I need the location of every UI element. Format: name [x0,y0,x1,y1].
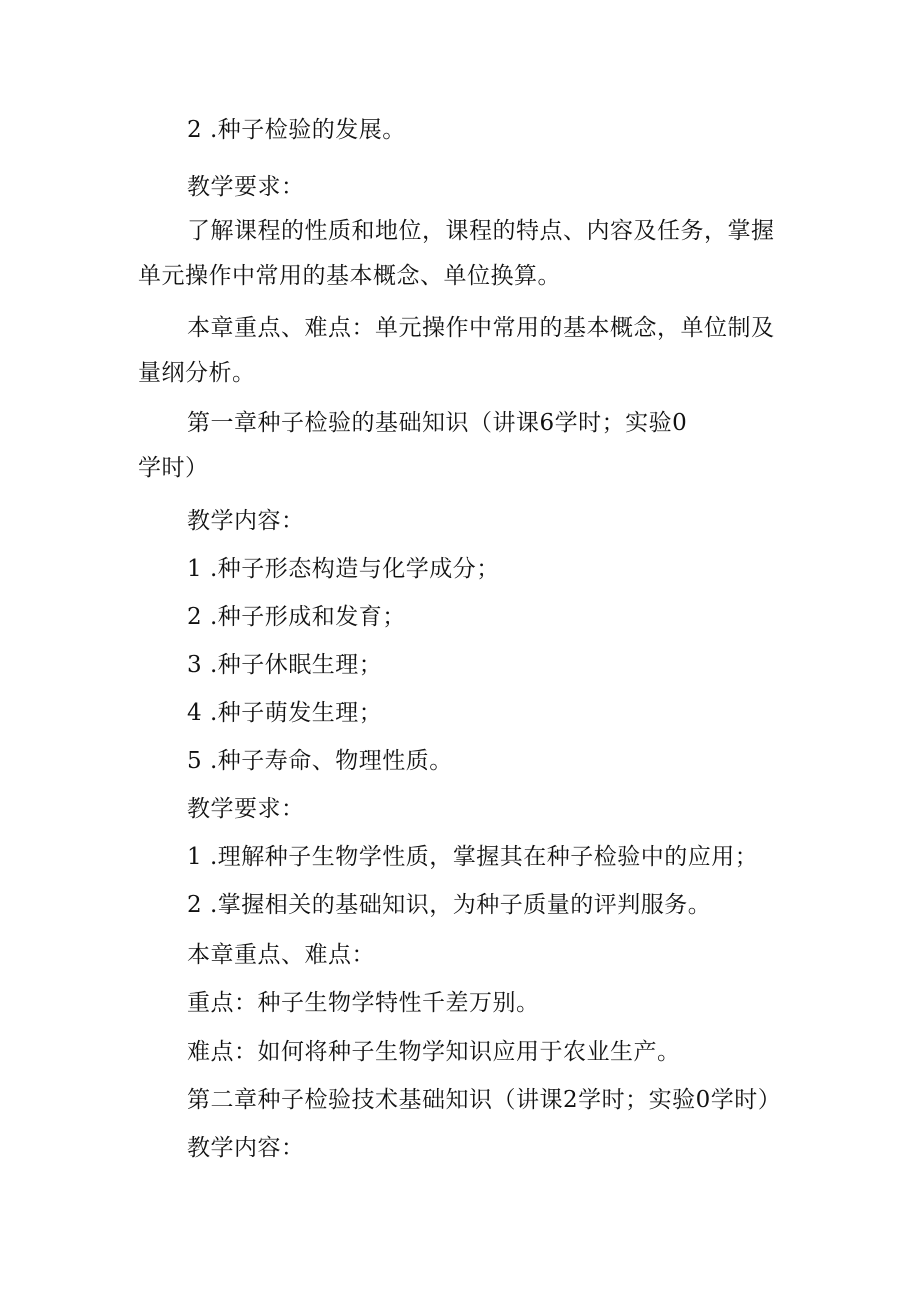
teaching-content-heading: 教学内容： [187,508,305,534]
list-item: 2 .种子形成和发育； [187,604,406,630]
list-item: 5 .种子寿命、物理性质。 [187,748,453,774]
list-item-development: 2 .种子检验的发展。 [187,117,406,143]
key-point-line: 重点：种子生物学特性千差万别。 [187,990,540,1016]
list-item: 4 .种子萌发生理； [187,700,383,726]
key-points-line: 本章重点、难点：单元操作中常用的基本概念，单位制及 [187,315,775,341]
list-item: 3 .种子休眠生理； [187,652,383,678]
difficulty-line: 难点：如何将种子生物学知识应用于农业生产。 [187,1039,681,1065]
list-item: 1 .理解种子生物学性质，掌握其在种子检验中的应用； [187,844,759,870]
teaching-requirements-heading: 教学要求： [187,174,305,200]
key-points-heading: 本章重点、难点： [187,942,375,968]
paragraph-line: 量纲分析。 [138,360,256,386]
list-item: 1 .种子形态构造与化学成分； [187,556,500,582]
paragraph-line: 了解课程的性质和地位，课程的特点、内容及任务，掌握 [187,218,775,244]
chapter-heading-1-cont: 学时） [138,455,209,481]
teaching-content-heading: 教学内容： [187,1135,305,1161]
teaching-requirements-heading: 教学要求： [187,796,305,822]
list-item: 2 .掌握相关的基础知识，为种子质量的评判服务。 [187,892,712,918]
chapter-heading-1: 第一章种子检验的基础知识（讲课6学时；实验0 [187,410,688,436]
paragraph-line: 单元操作中常用的基本概念、单位换算。 [138,263,561,289]
chapter-heading-2: 第二章种子检验技术基础知识（讲课2学时；实验0学时） [187,1087,782,1113]
